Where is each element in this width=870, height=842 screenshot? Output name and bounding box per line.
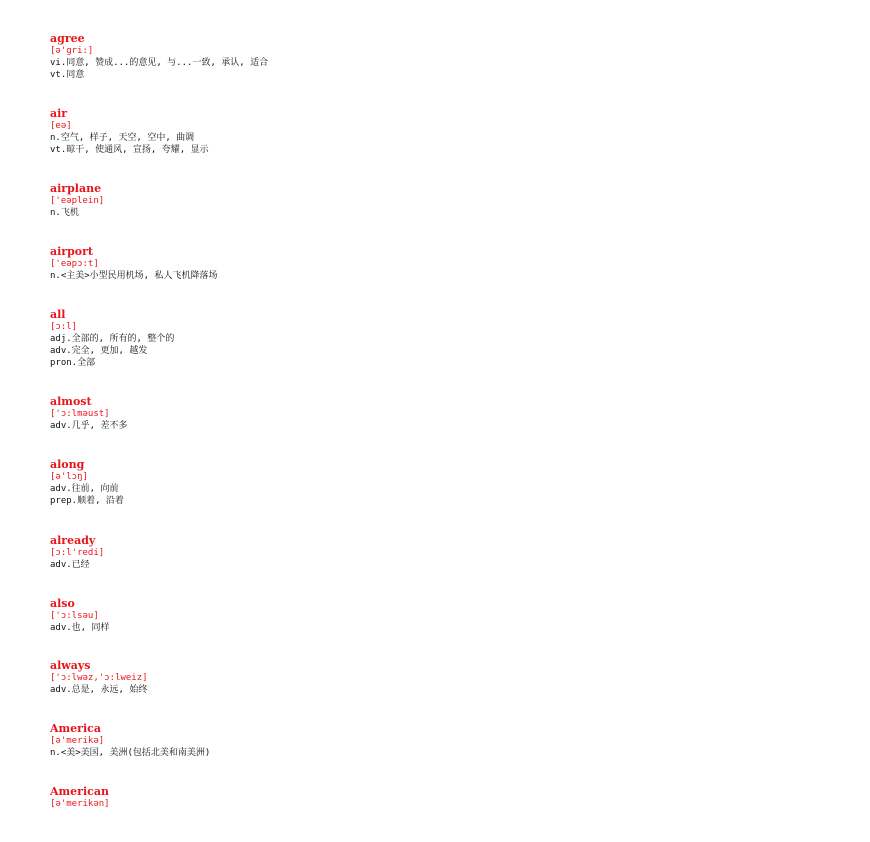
phonetic: [ə'lɔŋ] — [50, 472, 88, 482]
definition-line: vi.同意, 赞成...的意见, 与...一致, 承认, 适合 — [50, 58, 269, 68]
phonetic: [ɔ:l] — [50, 322, 78, 332]
definition-line: adv.完全, 更加, 越发 — [50, 346, 148, 356]
definition-line: n.空气, 样子, 天空, 空中, 曲调 — [50, 133, 195, 143]
entry-america — [50, 723, 830, 759]
definition-line: vt.同意 — [50, 70, 85, 80]
headword: air — [50, 107, 68, 120]
entry-airplane — [50, 183, 830, 219]
definition-line: adv.总是, 永远, 始终 — [50, 685, 148, 695]
definition-line: prep.顺着, 沿着 — [50, 496, 124, 506]
entry-always — [50, 660, 830, 696]
definition-line: n.<主美>小型民用机场, 私人飞机降落场 — [50, 271, 218, 281]
phonetic: [eə] — [50, 121, 72, 131]
definition-line: adv.已经 — [50, 560, 90, 570]
phonetic: [ə'merikə] — [50, 736, 105, 746]
phonetic: ['ɔ:lsəu] — [50, 611, 99, 621]
phonetic: ['eəpɔ:t] — [50, 259, 99, 269]
headword: airplane — [50, 182, 102, 195]
headword: American — [50, 785, 109, 798]
headword: always — [50, 659, 91, 672]
entry-also — [50, 598, 830, 634]
headword: America — [50, 722, 101, 735]
definition-line: adv.往前, 向前 — [50, 484, 119, 494]
phonetic: [ə'merikən] — [50, 799, 110, 809]
entry-almost — [50, 396, 830, 432]
entry-american — [50, 786, 830, 810]
headword: also — [50, 597, 75, 610]
headword: already — [50, 534, 96, 547]
definition-line: adj.全部的, 所有的, 整个的 — [50, 334, 175, 344]
entry-air — [50, 108, 830, 156]
headword: almost — [50, 395, 92, 408]
headword: along — [50, 458, 85, 471]
headword: airport — [50, 245, 94, 258]
headword: all — [50, 308, 66, 321]
definition-line: n.<美>美国, 美洲(包括北美和南美洲) — [50, 748, 211, 758]
entry-all — [50, 309, 830, 369]
entry-agree — [50, 33, 830, 81]
phonetic: [ə'gri:] — [50, 46, 94, 56]
headword: agree — [50, 32, 85, 45]
definition-line: pron.全部 — [50, 358, 96, 368]
definition-line: adv.也, 同样 — [50, 623, 110, 633]
entry-airport — [50, 246, 830, 282]
phonetic: ['ɔ:lwəz,'ɔ:lweiz] — [50, 673, 148, 683]
entry-already — [50, 535, 830, 571]
definition-line: vt.晾干, 使通风, 宣扬, 夸耀, 显示 — [50, 145, 209, 155]
definition-line: n.飞机 — [50, 208, 79, 218]
phonetic: ['ɔ:lməust] — [50, 409, 110, 419]
phonetic: ['eəplein] — [50, 196, 105, 206]
definition-line: adv.几乎, 差不多 — [50, 421, 128, 431]
entry-along — [50, 459, 830, 507]
phonetic: [ɔ:l'redi] — [50, 548, 105, 558]
